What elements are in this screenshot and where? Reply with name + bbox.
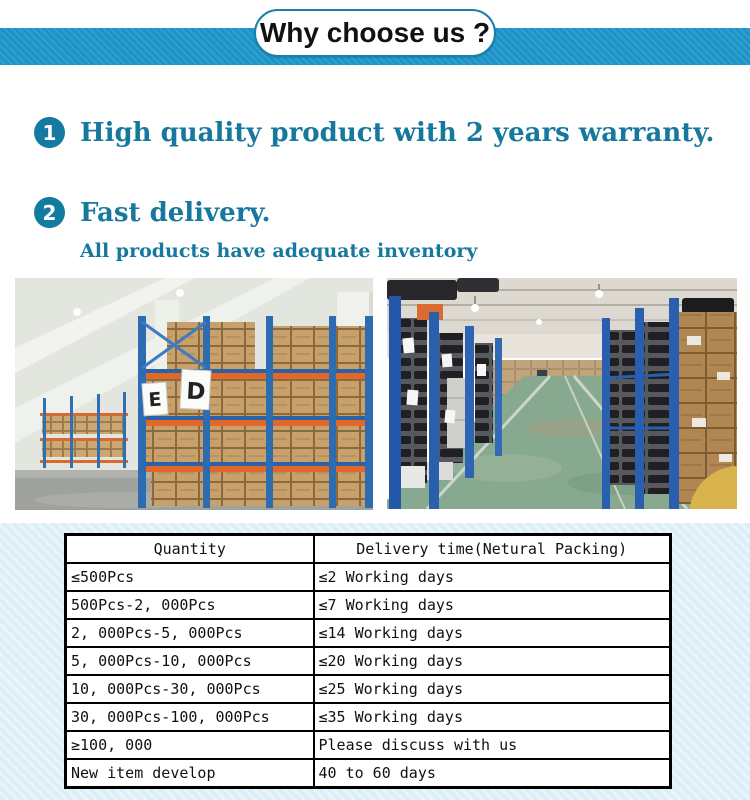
quantity-cell: ≤500Pcs [66,563,314,591]
rack-sign-label: E [147,388,163,412]
table-row [66,731,671,759]
table-row [66,703,671,731]
quantity-cell: ≥100, 000 [66,731,314,759]
warehouse-racks-photo [15,278,373,510]
table-row [66,647,671,675]
feature-number-badge: 1 [34,117,65,148]
feature-subtitle: All products have adequate inventory [80,240,478,262]
quantity-cell: 30, 000Pcs-100, 000Pcs [66,703,314,731]
quantity-cell: 5, 000Pcs-10, 000Pcs [66,647,314,675]
table-row [66,591,671,619]
delivery-time-cell: ≤7 Working days [314,591,671,619]
banner-pill [254,9,496,57]
feature-item-quality [34,117,714,148]
delivery-time-cell: 40 to 60 days [314,759,671,788]
warehouse-aisle-photo [387,278,737,509]
quantity-cell: 2, 000Pcs-5, 000Pcs [66,619,314,647]
delivery-table [64,533,672,789]
feature-item-delivery [34,197,271,228]
rack-sign-label: D [185,378,207,406]
delivery-time-cell: ≤20 Working days [314,647,671,675]
quantity-cell: New item develop [66,759,314,788]
table-row [66,619,671,647]
delivery-time-cell: ≤2 Working days [314,563,671,591]
feature-title: Fast delivery. [80,197,271,228]
feature-title: High quality product with 2 years warranty. [80,117,715,148]
delivery-time-cell: ≤14 Working days [314,619,671,647]
quantity-column-header: Quantity [66,535,314,564]
quantity-cell: 500Pcs-2, 000Pcs [66,591,314,619]
quantity-cell: 10, 000Pcs-30, 000Pcs [66,675,314,703]
delivery-section [0,523,750,800]
table-row [66,759,671,788]
feature-number-badge: 2 [34,197,65,228]
delivery-time-cell: ≤25 Working days [314,675,671,703]
banner-label: Why choose us ? [259,17,491,48]
table-row [66,675,671,703]
delivery-time-cell: Please discuss with us [314,731,671,759]
table-row [66,563,671,591]
table-header-row [66,535,671,564]
warehouse-photos [15,278,737,511]
delivery-time-cell: ≤35 Working days [314,703,671,731]
delivery-time-column-header: Delivery time(Netural Packing) [314,535,671,564]
